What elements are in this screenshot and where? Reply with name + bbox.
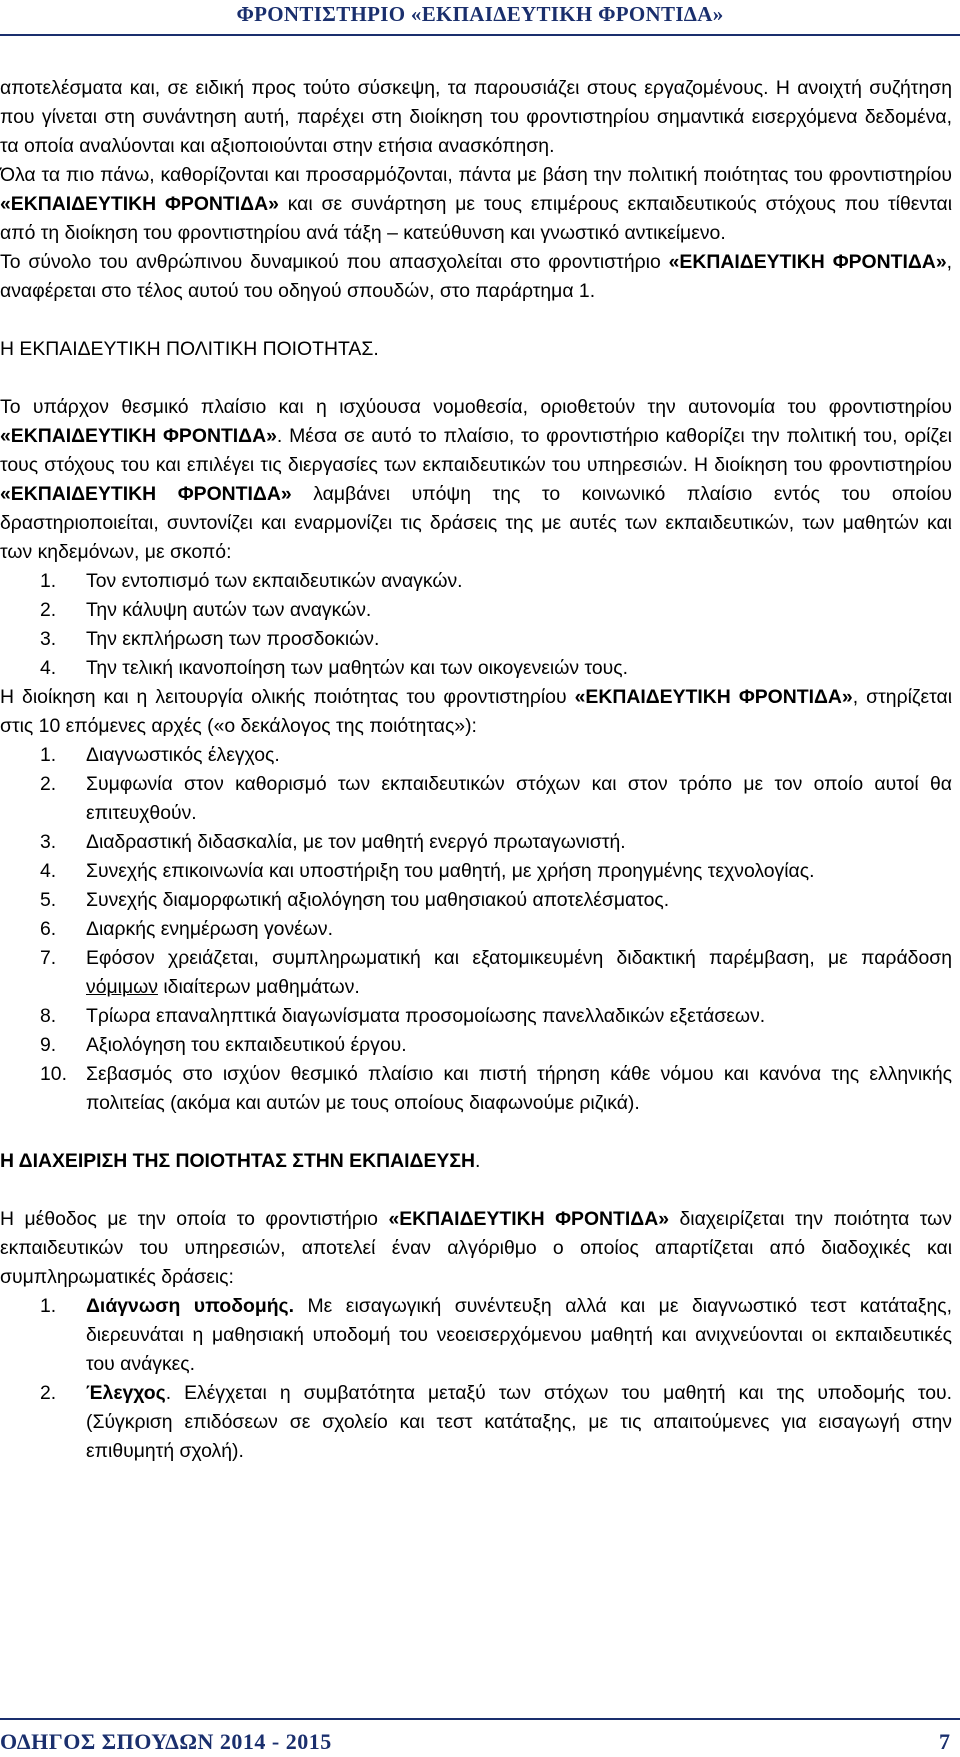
aims-list (0, 567, 952, 683)
list-item: 7. Εφόσον χρειάζεται, συμπληρωματική και εξατομικευμένη διδακτική παρέμβαση, με παράδοση νόμιμων ιδιαίτερων μαθημάτων. (40, 947, 952, 998)
spacer (0, 1176, 952, 1205)
paragraph: Η διοίκηση και η λειτουργία ολικής ποιότητας του φροντιστηρίου «ΕΚΠΑΙΔΕΥΤΙΚΗ ΦΡΟΝΤΙΔΑ», στηρίζεται στις 10 επόμενες αρχές («ο δεκάλογος της ποιότητας»): (0, 686, 953, 737)
paragraph: αποτελέσματα και, σε ειδική προς τούτο σύσκεψη, τα παρουσιάζει στους εργαζομένους. Η ανοιχτή συζήτηση που γίνεται στη συνάντηση αυτή, παρέχει στη διοίκηση του φροντιστηρίου σημαντικά εισερχόμενα δεδομένα, τα οποία αναλύονται και αξιοποιούνται στην ετήσια ανασκόπηση. (0, 77, 952, 157)
principles-list (0, 741, 952, 1118)
brand-name: «ΕΚΠΑΙΔΕΥΤΙΚΗ ΦΡΟΝΤΙΔΑ» (0, 483, 292, 505)
paragraph: Το σύνολο του ανθρώπινου δυναμικού που απασχολείται στο φροντιστήριο «ΕΚΠΑΙΔΕΥΤΙΚΗ ΦΡΟΝΤΙΔΑ», αναφέρεται στο τέλος αυτού του οδηγού σπουδών, στο παράρτημα 1. (0, 251, 952, 302)
brand-name: «ΕΚΠΑΙΔΕΥΤΙΚΗ ΦΡΟΝΤΙΔΑ» (0, 193, 279, 215)
list-item: 1. Διαγνωστικός έλεγχος. (40, 744, 280, 766)
page-footer (0, 1725, 960, 1757)
page-header (0, 0, 960, 34)
list-item: 2. Την κάλυψη αυτών των αναγκών. (40, 599, 372, 621)
list-item: 10. Σεβασμός στο ισχύον θεσμικό πλαίσιο και πιστή τήρηση κάθε νόμου και κανόνα της ελληνικής πολιτείας (ακόμα και αυτών με τους οποίους διαφωνούμε ριζικά). (40, 1063, 952, 1114)
paragraph: Η μέθοδος με την οποία το φροντιστήριο «ΕΚΠΑΙΔΕΥΤΙΚΗ ΦΡΟΝΤΙΔΑ» διαχειρίζεται την ποιότητα των εκπαιδευτικών του υπηρεσιών, αποτελεί έναν αλγόριθμο ο οποίος απαρτίζεται από διαδοχικές και συμπληρωματικές δράσεις: (0, 1208, 953, 1288)
list-item: 6. Διαρκής ενημέρωση γονέων. (40, 918, 334, 940)
document-body (0, 74, 952, 1466)
header-rule (0, 34, 960, 36)
header-title: ΦΡΟΝΤΙΣΤΗΡΙΟ «ΕΚΠΑΙΔΕΥΤΙΚΗ ΦΡΟΝΤΙΔΑ» (236, 2, 724, 26)
actions-list (0, 1292, 952, 1466)
list-item: 3. Την εκπλήρωση των προσδοκιών. (40, 628, 380, 650)
underlined-word: νόμιμων (86, 976, 158, 998)
footer-rule (0, 1718, 960, 1720)
list-item: 4. Συνεχής επικοινωνία και υποστήριξη του μαθητή, με χρήση προηγμένης τεχνολογίας. (40, 860, 815, 882)
page-number: 7 (939, 1729, 950, 1754)
paragraph: Το υπάρχον θεσμικό πλαίσιο και η ισχύουσα νομοθεσία, οριοθετούν την αυτονομία του φροντιστηρίου «ΕΚΠΑΙΔΕΥΤΙΚΗ ΦΡΟΝΤΙΔΑ». Μέσα σε αυτό το πλαίσιο, το φροντιστήριο καθορίζει την πολιτική του, ορίζει τους στόχους του και επιλέγει τις διεργασίες των εκπαιδευτικών του υπηρεσιών. Η διοίκηση του φροντιστηρίου «ΕΚΠΑΙΔΕΥΤΙΚΗ ΦΡΟΝΤΙΔΑ» λαμβάνει υπόψη της το κοινωνικό πλαίσιο εντός του οποίου δραστηριοποιείται, συντονίζει και εναρμονίζει τις δράσεις της με αυτές των εκπαιδευτικών, των μαθητών και των κηδεμόνων, με σκοπό: (0, 396, 952, 563)
brand-name: «ΕΚΠΑΙΔΕΥΤΙΚΗ ΦΡΟΝΤΙΔΑ» (0, 425, 277, 447)
section-heading: Η ΔΙΑΧΕΙΡΙΣΗ ΤΗΣ ΠΟΙΟΤΗΤΑΣ ΣΤΗΝ ΕΚΠΑΙΔΕΥΣΗ. (0, 1150, 481, 1172)
list-item: 2. Συμφωνία στον καθορισμό των εκπαιδευτικών στόχων και στον τρόπο με τον οποίο αυτοί θα επιτευχθούν. (40, 773, 952, 824)
list-item: 8. Τρίωρα επαναληπτικά διαγωνίσματα προσομοίωσης πανελλαδικών εξετάσεων. (40, 1005, 766, 1027)
spacer (0, 364, 952, 393)
brand-name: «ΕΚΠΑΙΔΕΥΤΙΚΗ ΦΡΟΝΤΙΔΑ» (388, 1208, 670, 1230)
brand-name: «ΕΚΠΑΙΔΕΥΤΙΚΗ ΦΡΟΝΤΙΔΑ» (668, 251, 947, 273)
brand-name: «ΕΚΠΑΙΔΕΥΤΙΚΗ ΦΡΟΝΤΙΔΑ» (574, 686, 853, 708)
list-item: 5. Συνεχής διαμορφωτική αξιολόγηση του μαθησιακού αποτελέσματος. (40, 889, 670, 911)
section-heading: Η ΕΚΠΑΙΔΕΥΤΙΚΗ ΠΟΛΙΤΙΚΗ ΠΟΙΟΤΗΤΑΣ. (0, 338, 379, 360)
footer-title: ΟΔΗΓΟΣ ΣΠΟΥΔΩΝ 2014 - 2015 (0, 1729, 332, 1754)
paragraph: Όλα τα πιο πάνω, καθορίζονται και προσαρμόζονται, πάντα με βάση την πολιτική ποιότητας του φροντιστηρίου «ΕΚΠΑΙΔΕΥΤΙΚΗ ΦΡΟΝΤΙΔΑ» και σε συνάρτηση με τους επιμέρους εκπαιδευτικούς στόχους που τίθενται από τη διοίκηση του φροντιστηρίου ανά τάξη – κατεύθυνση και γνωστικό αντικείμενο. (0, 164, 953, 244)
list-item: 4. Την τελική ικανοποίηση των μαθητών και των οικογενειών τους. (40, 657, 628, 679)
list-item: 2. Έλεγχος. Ελέγχεται η συμβατότητα μεταξύ των στόχων του μαθητή και της υποδομής του. (Σύγκριση επιδόσεων σε σχολείο και τεστ κατάταξης, με τις απαιτούμενες για εισαγωγή στην επιθυμητή σχολή). (40, 1382, 952, 1462)
list-item: 1. Διάγνωση υποδομής. Με εισαγωγική συνέντευξη αλλά και με διαγνωστικό τεστ κατάταξης, διερευνάται η μαθησιακή υποδομή του νεοεισερχόμενου μαθητή και ανιχνεύονται οι εκπαιδευτικές του ανάγκες. (40, 1295, 952, 1375)
list-item: 3. Διαδραστική διδασκαλία, με τον μαθητή ενεργό πρωταγωνιστή. (40, 831, 626, 853)
list-item: 1. Τον εντοπισμό των εκπαιδευτικών αναγκών. (40, 570, 463, 592)
spacer (0, 1118, 952, 1147)
spacer (0, 306, 952, 335)
list-item: 9. Αξιολόγηση του εκπαιδευτικού έργου. (40, 1034, 407, 1056)
